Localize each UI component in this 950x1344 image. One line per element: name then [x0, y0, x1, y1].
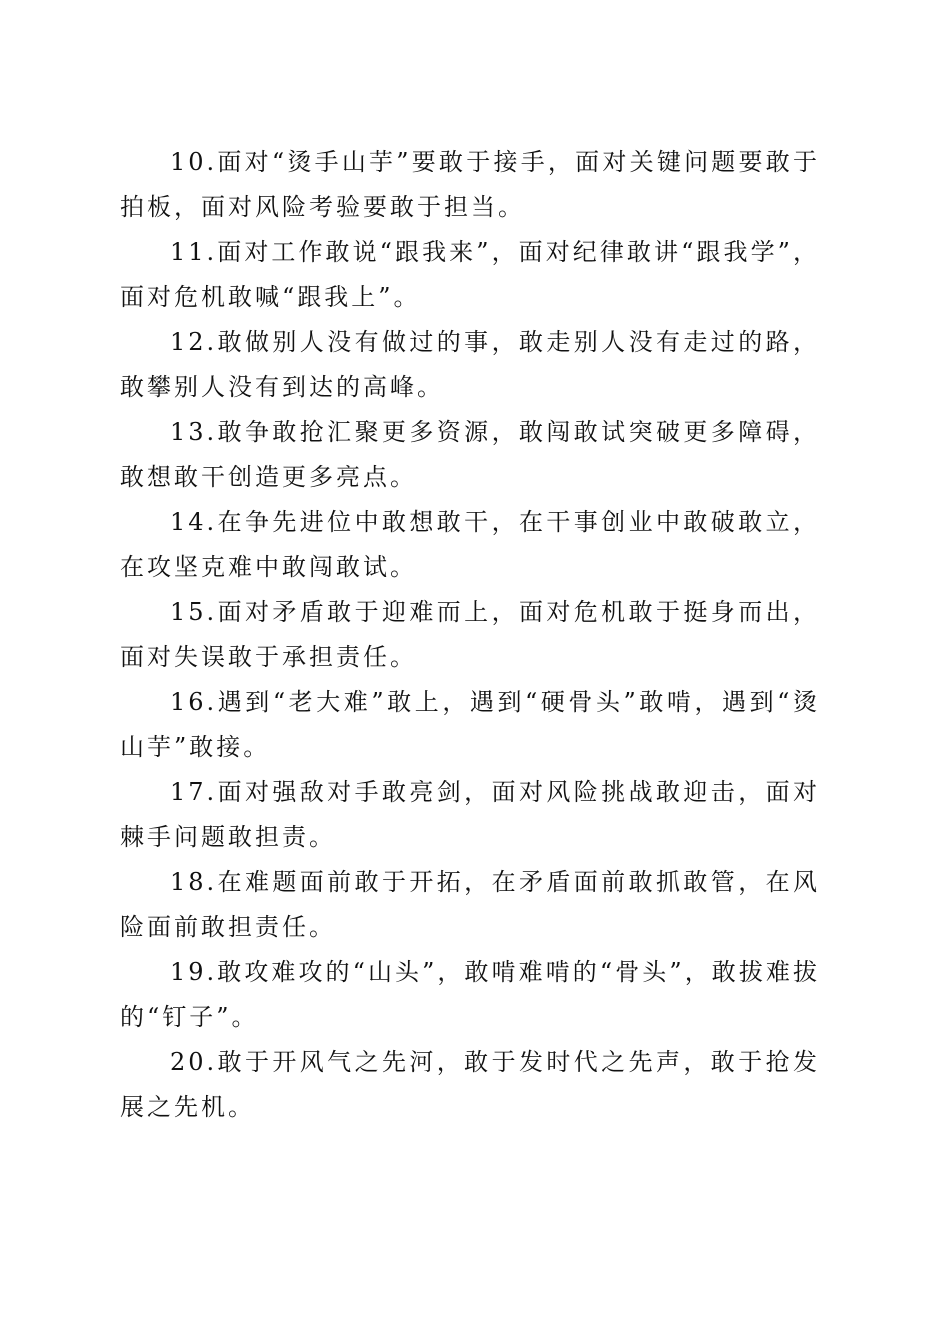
paragraph-14: 14.在争先进位中敢想敢干，在干事创业中敢破敢立，在攻坚克难中敢闯敢试。	[120, 508, 820, 581]
paragraph-16: 16.遇到“老大难”敢上，遇到“硬骨头”敢啃，遇到“烫山芋”敢接。	[120, 688, 820, 761]
document-body	[120, 140, 820, 1130]
paragraph-11: 11.面对工作敢说“跟我来”，面对纪律敢讲“跟我学”，面对危机敢喊“跟我上”。	[120, 238, 820, 311]
paragraph-19: 19.敢攻难攻的“山头”，敢啃难啃的“骨头”，敢拔难拔的“钉子”。	[120, 958, 820, 1031]
paragraph-12: 12.敢做别人没有做过的事，敢走别人没有走过的路，敢攀别人没有到达的高峰。	[120, 328, 820, 401]
paragraph-15: 15.面对矛盾敢于迎难而上，面对危机敢于挺身而出，面对失误敢于承担责任。	[120, 598, 820, 671]
paragraph-17: 17.面对强敌对手敢亮剑，面对风险挑战敢迎击，面对棘手问题敢担责。	[120, 778, 820, 851]
paragraph-10: 10.面对“烫手山芋”要敢于接手，面对关键问题要敢于拍板，面对风险考验要敢于担当。	[120, 148, 820, 221]
paragraph-13: 13.敢争敢抢汇聚更多资源，敢闯敢试突破更多障碍，敢想敢干创造更多亮点。	[120, 418, 820, 491]
paragraph-18: 18.在难题面前敢于开拓，在矛盾面前敢抓敢管，在风险面前敢担责任。	[120, 868, 820, 941]
paragraph-20: 20.敢于开风气之先河，敢于发时代之先声，敢于抢发展之先机。	[120, 1048, 820, 1121]
